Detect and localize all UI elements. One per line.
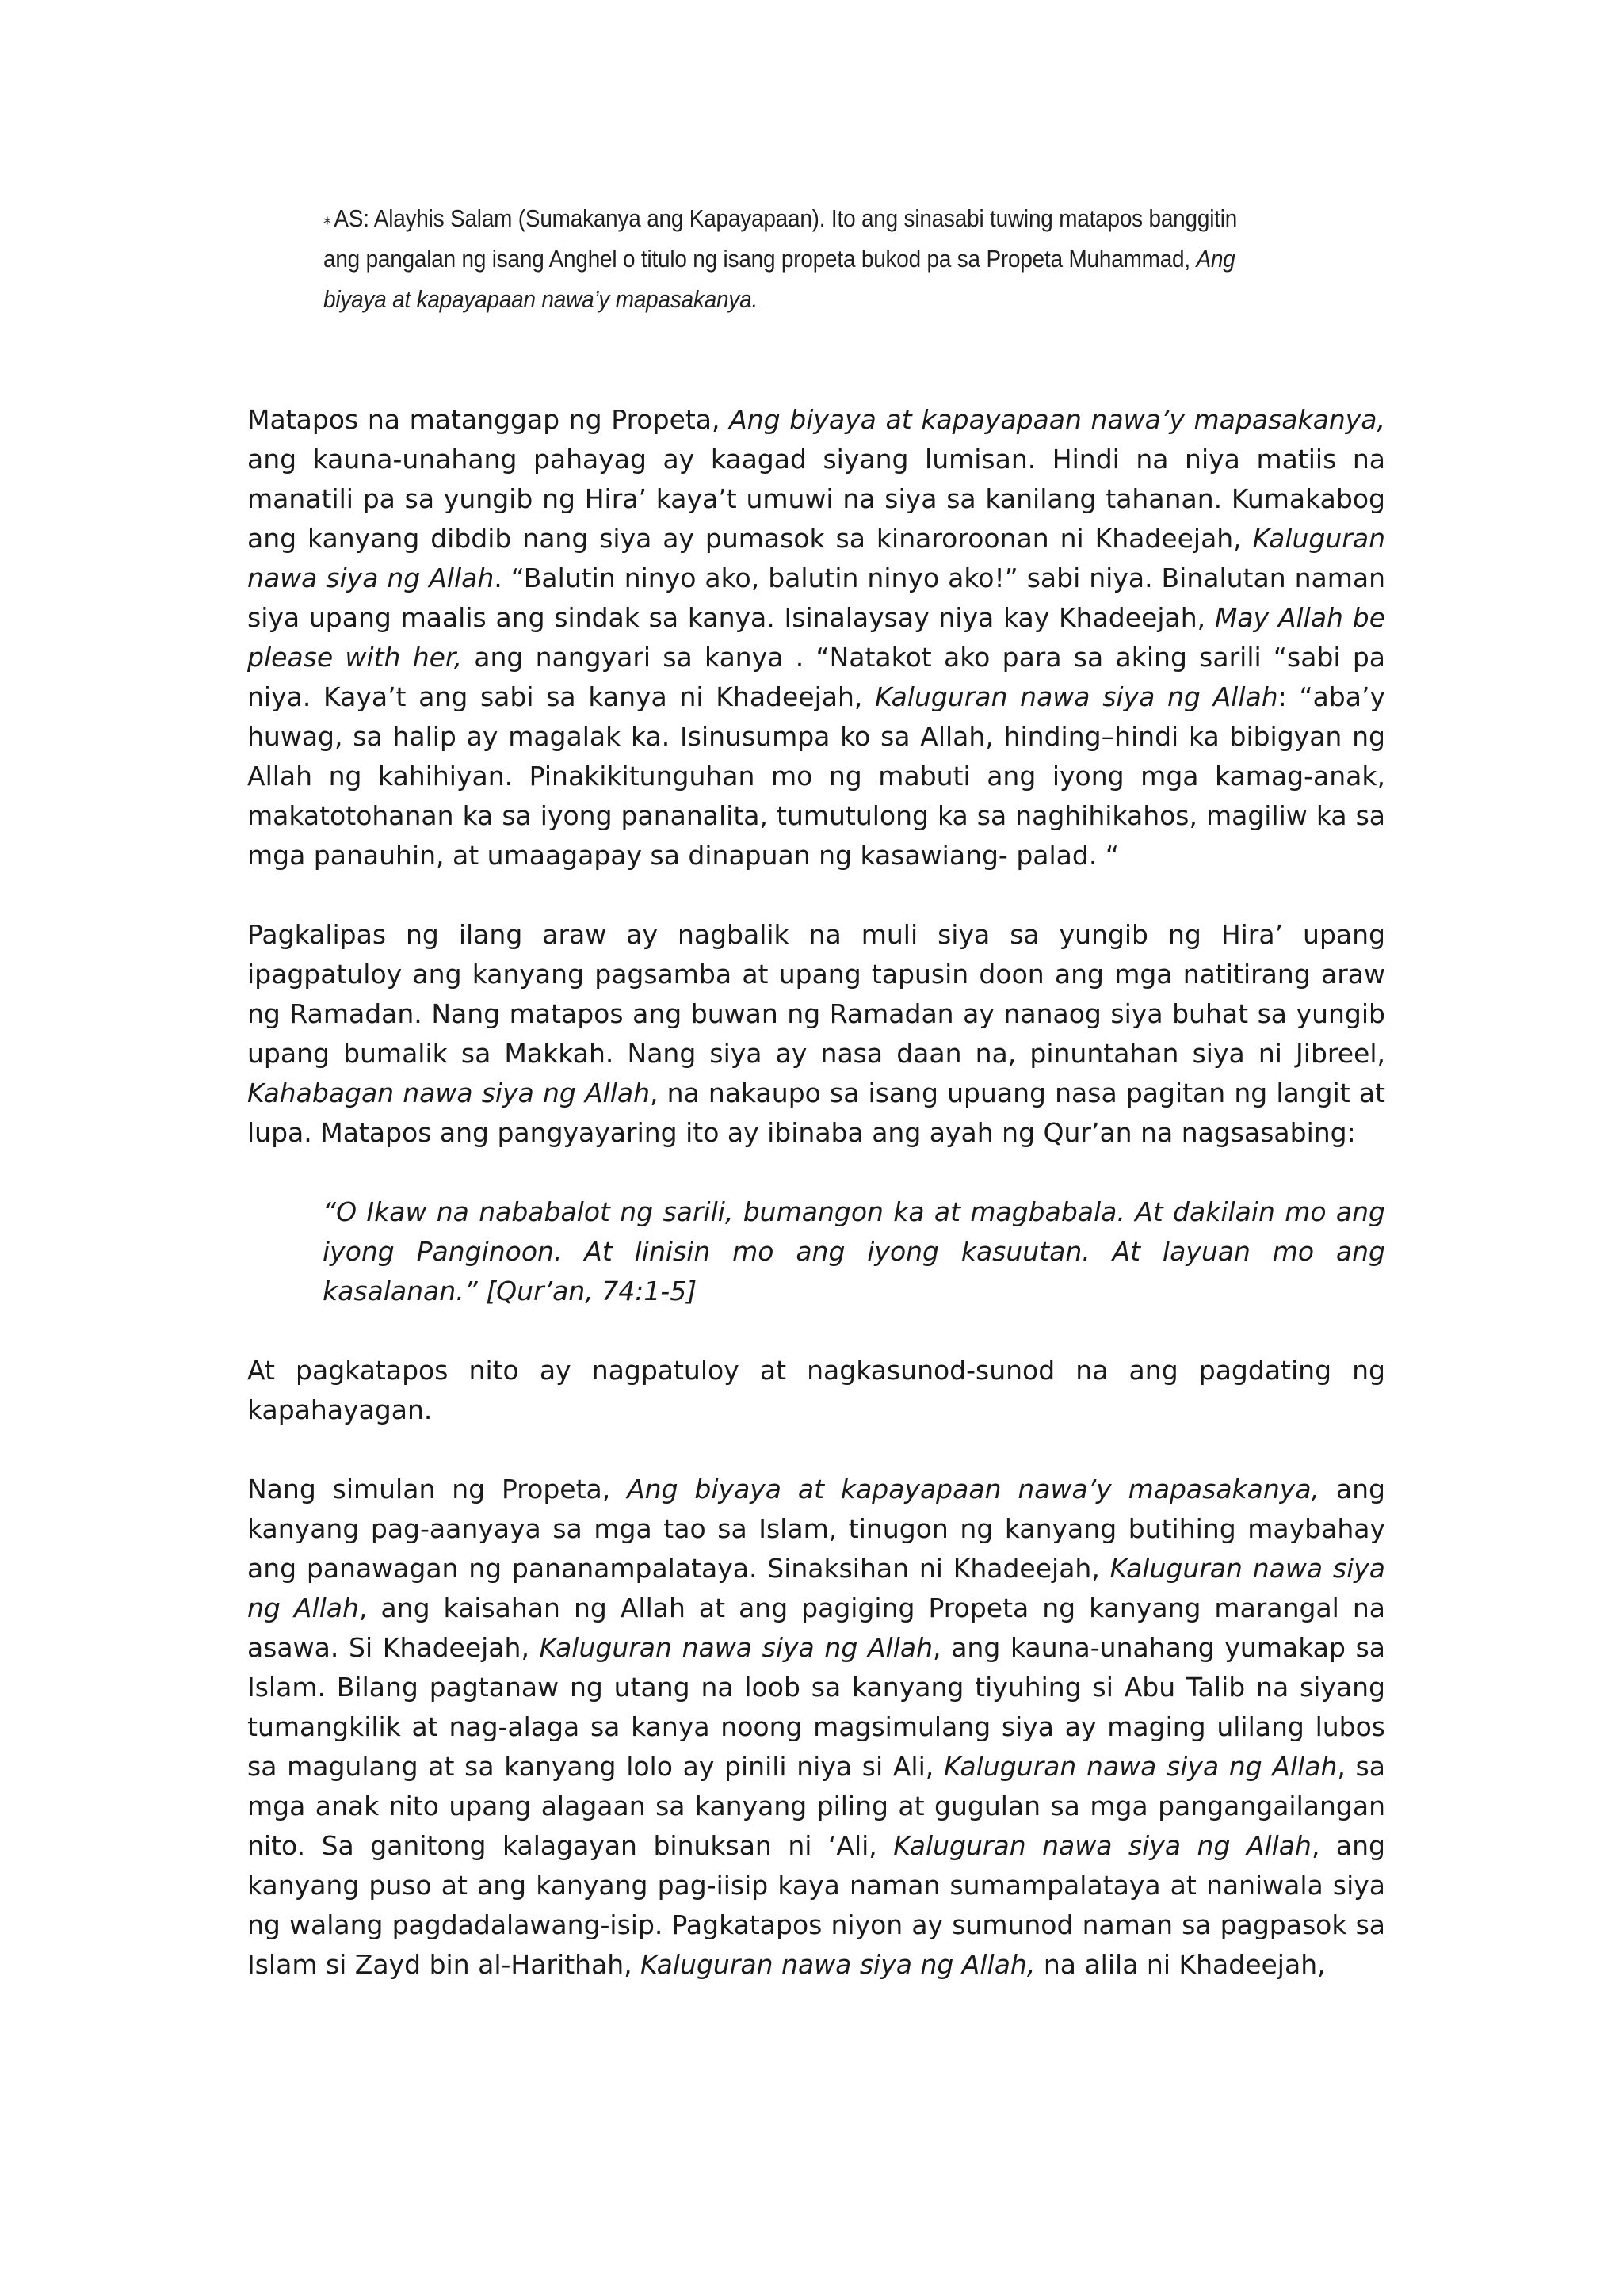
footnote-italic-text: Ang biyaya at kapayapaan nawa’y mapasakanya.	[323, 245, 1235, 313]
quran-quote: “O Ikaw na nababalot ng sarili, bumangon ka at magbabala. At dakilain mo ang iyong Panginoon. At linisin mo ang iyong kasuutan. At layuan mo ang kasalanan.” [Qur’an, 74:1-5]	[323, 1196, 1385, 1306]
paragraph: Pagkalipas ng ilang araw ay nagbalik na muli siya sa yungib ng Hira’ upang ipagpatuloy ang kanyang pagsamba at upang tapusin doon ang mga natitirang araw ng Ramadan. Nang matapos ang buwan ng Ramadan ay nanaog siya buhat sa yungib upang bumalik sa Makkah. Nang siya ay nasa daan na, pinuntahan siya ni Jibreel, Kahabagan nawa siya ng Allah, na nakaupo sa isang upuang nasa pagitan ng langit at lupa. Matapos ang pangyayaring ito ay ibinaba ang ayah ng Qur’an na nagsasabing:	[247, 919, 1385, 1148]
body-text	[247, 400, 1385, 2024]
footnote-text: AS: Alayhis Salam (Sumakanya ang Kapayapaan). Ito ang sinasabi tuwing matapos banggitin ang pangalan ng isang Anghel o titulo ng isang propeta bukod pa sa Propeta Muhammad,	[323, 204, 1238, 273]
footnote-marker: ⁎	[323, 208, 331, 228]
footnote	[323, 198, 1251, 319]
paragraph: Nang simulan ng Propeta, Ang biyaya at kapayapaan nawa’y mapasakanya, ang kanyang pag-aanyaya sa mga tao sa Islam, tinugon ng kanyang butihing maybahay ang panawagan ng pananampalataya. Sinaksihan ni Khadeejah, Kaluguran nawa siya ng Allah, ang kaisahan ng Allah at ang pagiging Propeta ng kanyang marangal na asawa. Si Khadeejah, Kaluguran nawa siya ng Allah, ang kauna-unahang yumakap sa Islam. Bilang pagtanaw ng utang na loob sa kanyang tiyuhing si Abu Talib na siyang tumangkilik at nag-alaga sa kanya noong magsimulang siya ay maging ulilang lubos sa magulang at sa kanyang lolo ay pinili niya si Ali, Kaluguran nawa siya ng Allah, sa mga anak nito upang alagaan sa kanyang piling at gugulan sa mga pangangailangan nito. Sa ganitong kalagayan binuksan ni ‘Ali, Kaluguran nawa siya ng Allah, ang kanyang puso at ang kanyang pag-iisip kaya naman sumampalataya at naniwala siya ng walang pagdadalawang-isip. Pagkatapos niyon ay sumunod naman sa pagpasok sa Islam si Zayd bin al-Harithah, Kaluguran nawa siya ng Allah, na alila ni Khadeejah,	[247, 1474, 1385, 1980]
paragraph: Matapos na matanggap ng Propeta, Ang biyaya at kapayapaan nawa’y mapasakanya, ang kauna-unahang pahayag ay kaagad siyang lumisan. Hindi na niya matiis na manatili pa sa yungib ng Hira’ kaya’t umuwi na siya sa kanilang tahanan. Kumakabog ang kanyang dibdib nang siya ay pumasok sa kinaroroonan ni Khadeejah, Kaluguran nawa siya ng Allah. “Balutin ninyo ako, balutin ninyo ako!” sabi niya. Binalutan naman siya upang maalis ang sindak sa kanya. Isinalaysay niya kay Khadeejah, May Allah be please with her, ang nangyari sa kanya . “Natakot ako para sa aking sarili “sabi pa niya. Kaya’t ang sabi sa kanya ni Khadeejah, Kaluguran nawa siya ng Allah: “aba’y huwag, sa halip ay magalak ka. Isinusumpa ko sa Allah, hinding–hindi ka bibigyan ng Allah ng kahihiyan. Pinakikitunguhan mo ng mabuti ang iyong mga kamag-anak, makatotohanan ka sa iyong pananalita, tumutulong ka sa naghihikahos, magiliw ka sa mga panauhin, at umaagapay sa dinapuan ng kasawiang- palad. “	[247, 404, 1386, 871]
paragraph: At pagkatapos nito ay nagpatuloy at nagkasunod-sunod na ang pagdating ng kapahayagan.	[247, 1355, 1385, 1425]
